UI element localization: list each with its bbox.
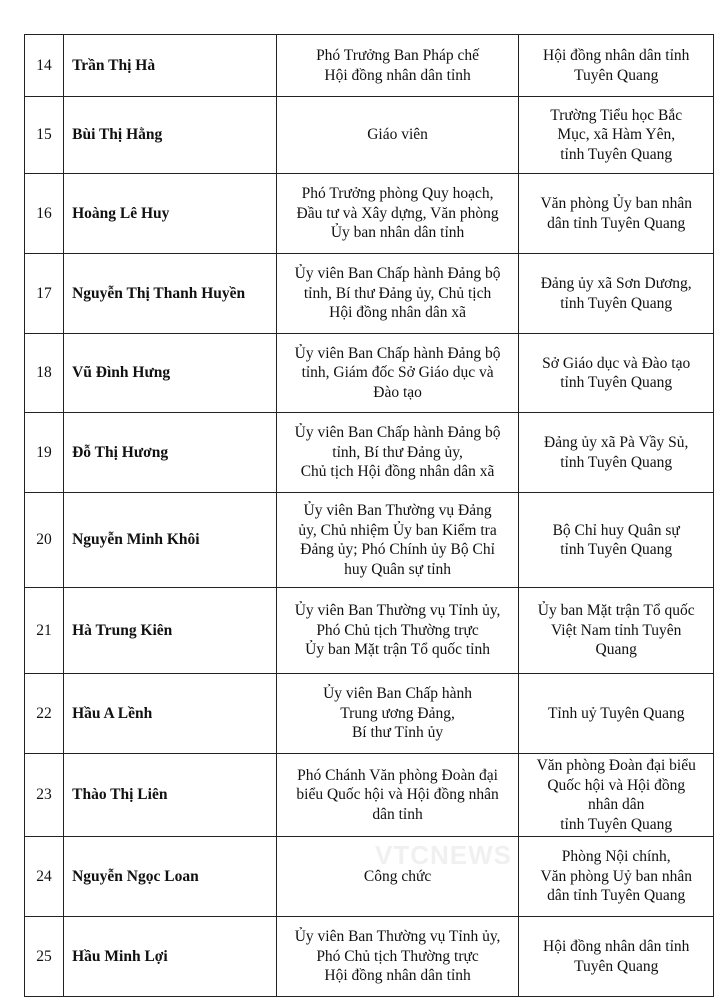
delegate-organization <box>519 917 714 997</box>
position-line: Giáo viên <box>367 126 428 144</box>
delegate-position <box>276 754 519 837</box>
delegate-name: Nguyễn Minh Khôi <box>64 493 277 588</box>
organization-line: Đảng ủy xã Pà Vầy Sủ, <box>544 434 689 451</box>
table-row <box>25 917 714 997</box>
delegate-organization <box>519 254 714 334</box>
position-line: Ủy viên Ban Thường vụ Tỉnh ủy, <box>294 602 501 620</box>
position-line: Phó Chủ tịch Thường trực <box>316 947 479 965</box>
position-line: tỉnh, Bí thư Đảng ủy, Chủ tịch <box>303 284 492 302</box>
position-line: Đảng ủy; Phó Chính ủy Bộ Chỉ <box>300 541 495 558</box>
row-number: 21 <box>25 588 64 674</box>
position-line: Công chức <box>363 867 432 885</box>
organization-line: Phòng Nội chính, <box>561 848 671 866</box>
delegate-position <box>276 917 519 997</box>
organization-line: Sở Giáo dục và Đào tạo <box>542 354 691 372</box>
organization-line: Quang <box>595 641 637 659</box>
delegate-name: Thào Thị Liên <box>64 754 277 837</box>
row-number: 14 <box>25 35 64 97</box>
table-row <box>25 254 714 334</box>
delegate-name: Hầu A Lềnh <box>64 674 277 754</box>
delegate-organization <box>519 413 714 493</box>
delegate-organization <box>519 97 714 174</box>
table-row <box>25 35 714 97</box>
position-line: Bí thư Tỉnh ủy <box>351 724 444 742</box>
organization-line: Tỉnh uỷ Tuyên Quang <box>547 704 685 722</box>
position-line: Ủy viên Ban Chấp hành Đảng bộ <box>294 424 501 442</box>
organization-line: tỉnh Tuyên Quang <box>560 145 673 163</box>
organization-line: tỉnh Tuyên Quang <box>560 541 673 558</box>
organization-line: Tuyên Quang <box>574 66 659 84</box>
organization-line: dân tỉnh Tuyên Quang <box>547 214 686 232</box>
organization-line: tỉnh Tuyên Quang <box>560 294 673 312</box>
delegate-table <box>24 34 714 997</box>
organization-line: tỉnh Tuyên Quang <box>560 374 673 391</box>
delegate-position <box>276 97 519 174</box>
position-line: Ủy ban nhân dân tỉnh <box>330 224 465 242</box>
organization-line: dân tỉnh Tuyên Quang <box>547 887 686 905</box>
delegate-organization <box>519 174 714 254</box>
table-row <box>25 588 714 674</box>
row-number: 15 <box>25 97 64 174</box>
delegate-position <box>276 334 519 413</box>
position-line: tỉnh, Bí thư Đảng ủy, <box>332 443 463 461</box>
position-line: Hội đồng nhân dân tỉnh <box>324 967 471 985</box>
delegate-position <box>276 413 519 493</box>
position-line: Phó Trưởng phòng Quy hoạch, <box>301 185 494 203</box>
position-line: Ủy ban Mặt trận Tổ quốc tỉnh <box>305 641 490 659</box>
row-number: 22 <box>25 674 64 754</box>
organization-line: nhân dân <box>588 796 645 813</box>
position-line: Ủy viên Ban Chấp hành Đảng bộ <box>294 265 501 283</box>
delegate-position <box>276 674 519 754</box>
delegate-name: Nguyễn Thị Thanh Huyền <box>64 254 277 334</box>
delegate-name: Vũ Đình Hưng <box>64 334 277 413</box>
organization-line: Tuyên Quang <box>574 957 659 975</box>
organization-line: Hội đồng nhân dân tỉnh <box>543 938 690 955</box>
organization-line: Trường Tiểu học Bắc <box>550 106 683 124</box>
delegate-organization <box>519 493 714 588</box>
row-number: 18 <box>25 334 64 413</box>
delegate-position <box>276 174 519 254</box>
position-line: Ủy viên Ban Thường vụ Tỉnh ủy, <box>294 928 501 946</box>
row-number: 23 <box>25 754 64 837</box>
position-line: biểu Quốc hội và Hội đồng nhân <box>296 786 499 804</box>
delegate-organization <box>519 674 714 754</box>
organization-line: Hội đồng nhân dân tỉnh <box>543 47 690 64</box>
delegate-name: Hoàng Lê Huy <box>64 174 277 254</box>
delegate-organization <box>519 334 714 413</box>
row-number: 20 <box>25 493 64 588</box>
position-line: Hội đồng nhân dân tỉnh <box>324 66 471 84</box>
organization-line: Bộ Chỉ huy Quân sự <box>552 521 680 539</box>
position-line: ủy, Chủ nhiệm Ủy ban Kiểm tra <box>298 521 497 539</box>
delegate-name: Nguyễn Ngọc Loan <box>64 837 277 917</box>
delegate-name: Hầu Minh Lợi <box>64 917 277 997</box>
position-line: huy Quân sự tỉnh <box>344 560 452 578</box>
position-line: Ủy viên Ban Chấp hành Đảng bộ <box>294 344 501 362</box>
position-line: Trung ương Đảng, <box>340 704 455 722</box>
position-line: Chủ tịch Hội đồng nhân dân xã <box>300 463 495 481</box>
table-row <box>25 334 714 413</box>
delegate-position <box>276 588 519 674</box>
position-line: Hội đồng nhân dân xã <box>329 304 467 322</box>
table-row <box>25 837 714 917</box>
position-line: Phó Chánh Văn phòng Đoàn đại <box>297 766 498 784</box>
delegate-position <box>276 837 519 917</box>
delegate-organization <box>519 588 714 674</box>
position-line: tỉnh, Giám đốc Sở Giáo dục và <box>301 364 494 382</box>
organization-line: Việt Nam tỉnh Tuyên <box>551 621 682 639</box>
delegate-organization <box>519 35 714 97</box>
row-number: 17 <box>25 254 64 334</box>
delegate-name: Trần Thị Hà <box>64 35 277 97</box>
table-row <box>25 493 714 588</box>
delegate-name: Đỗ Thị Hương <box>64 413 277 493</box>
organization-line: Đảng ủy xã Sơn Dương, <box>540 275 692 292</box>
row-number: 25 <box>25 917 64 997</box>
table-row <box>25 174 714 254</box>
organization-line: Mục, xã Hàm Yên, <box>557 126 676 144</box>
position-line: Phó Trưởng Ban Pháp chế <box>316 47 480 64</box>
position-line: Ủy viên Ban Thường vụ Đảng <box>303 502 492 519</box>
organization-line: Văn phòng Ủy ban nhân <box>540 195 692 212</box>
row-number: 19 <box>25 413 64 493</box>
organization-line: Ủy ban Mặt trận Tổ quốc <box>537 602 695 620</box>
position-line: Ủy viên Ban Chấp hành <box>323 685 473 703</box>
organization-line: Văn phòng Uỷ ban nhân <box>540 867 692 885</box>
table-row <box>25 413 714 493</box>
table-row <box>25 97 714 174</box>
row-number: 24 <box>25 837 64 917</box>
table-row <box>25 674 714 754</box>
watermark: VTCNEWS <box>375 840 512 870</box>
organization-line: tỉnh Tuyên Quang <box>560 453 673 471</box>
table-row <box>25 754 714 837</box>
row-number: 16 <box>25 174 64 254</box>
position-line: Đào tạo <box>373 383 422 401</box>
position-line: dân tỉnh <box>372 805 423 823</box>
position-line: Phó Chủ tịch Thường trực <box>316 621 479 639</box>
delegate-position <box>276 493 519 588</box>
organization-line: Văn phòng Đoàn đại biểu <box>536 757 696 774</box>
delegate-name: Bùi Thị Hằng <box>64 97 277 174</box>
organization-line: tỉnh Tuyên Quang <box>560 815 673 833</box>
delegate-organization <box>519 837 714 917</box>
delegate-position <box>276 35 519 97</box>
organization-line: Quốc hội và Hội đồng <box>547 776 686 794</box>
delegate-organization <box>519 754 714 837</box>
delegate-name: Hà Trung Kiên <box>64 588 277 674</box>
delegate-position <box>276 254 519 334</box>
position-line: Đầu tư và Xây dựng, Văn phòng <box>296 204 499 222</box>
